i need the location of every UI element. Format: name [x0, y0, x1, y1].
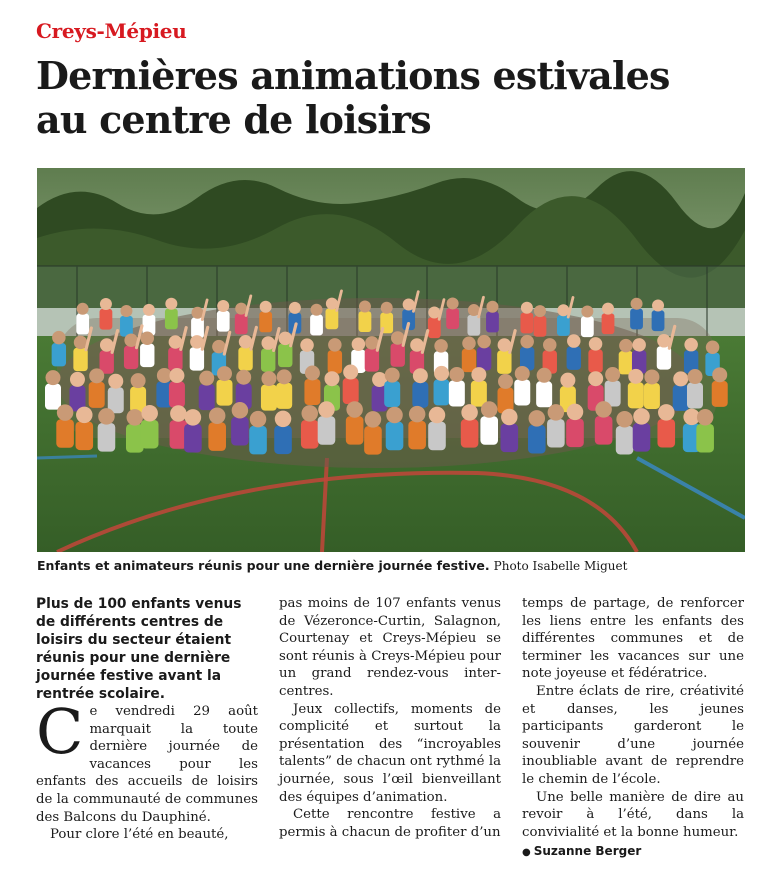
paragraph-3: Jeux collectifs, moments de complicité et surtout la présentation des “incroyables talents” de chacun ont rythmé la journée, sous l’œil bienveillant des équipes d’animation.	[279, 701, 501, 805]
article-byline	[522, 843, 744, 862]
byline-bullet: ●	[522, 847, 531, 859]
paragraph-1-text: e vendredi 29 août marquait la toute dernière journée de vacances pour les enfants des accueils de loisirs de la communauté de communes des Balcons du Dauphiné.	[36, 704, 258, 825]
drop-cap: C	[36, 695, 84, 768]
headline-line-1: Dernières animations estivales	[36, 53, 670, 98]
caption-text: Enfants et animateurs réunis pour une dernière journée festive.	[37, 558, 490, 573]
paragraph-4-start: Cette rencontre festive a permis à chacun de profiter d’un	[279, 807, 501, 840]
section-kicker: Creys-Mépieu	[36, 19, 187, 43]
paragraph-2-start: Pour clore l’été en beauté,	[50, 827, 229, 843]
paragraph-4-cont: temps de partage, de renforcer les liens entre les enfants des différentes communes et de terminer les vacances sur une note joyeuse et fédératrice.	[522, 596, 744, 682]
column-2	[279, 595, 501, 841]
paragraph-2-cont: pas moins de 107 enfants venus de Vézeronce-Curtin, Salagnon, Courtenay et Creys-Mépieu se sont réunis à Creys-Mépieu pour un grand rendez-vous inter-centres.	[279, 596, 501, 699]
article-headline	[36, 54, 736, 142]
paragraph-5: Entre éclats de rire, créativité et danses, les jeunes participants garderont le souvenir d’une journée inoubliable avant de reprendre le chemin de l’école.	[522, 683, 744, 787]
paragraph-6: Une belle manière de dire au revoir à l’été, dans la convivialité et la bonne humeur.	[522, 789, 744, 840]
photo-caption	[37, 558, 747, 573]
byline-author: Suzanne Berger	[533, 844, 642, 859]
photo-credit: Photo Isabelle Miguet	[493, 559, 628, 573]
headline-line-2: au centre de loisirs	[36, 97, 431, 142]
paragraph-1	[36, 695, 258, 826]
group-photo	[37, 168, 745, 552]
column-3	[522, 595, 744, 862]
article-chapo: Plus de 100 enfants venus de différents centres de loisirs du secteur étaient réunis pour une dernière journée festive avant la rentrée scolaire.	[36, 596, 242, 702]
column-1	[36, 595, 258, 844]
